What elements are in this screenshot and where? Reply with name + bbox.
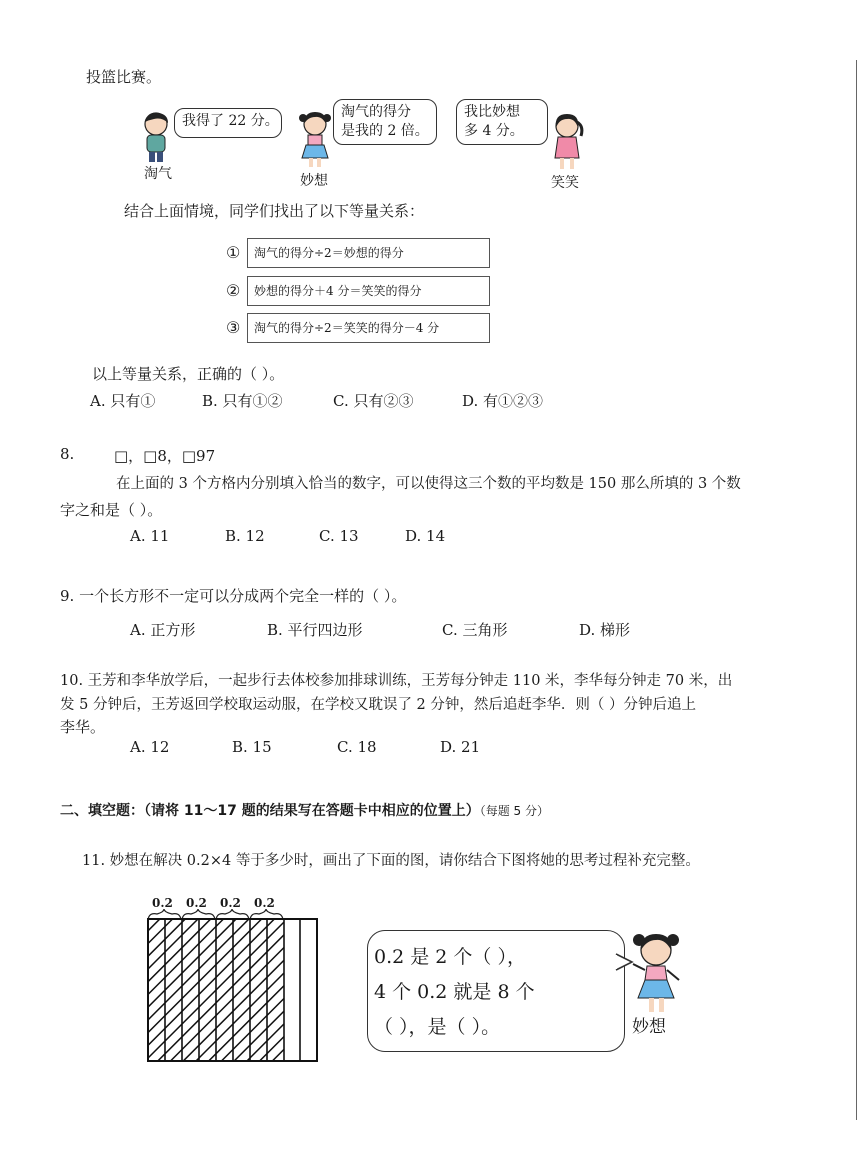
q11-bubble-line1: 0.2 是 2 个（ ）， [374, 946, 526, 968]
grid-label-1: 0.2 [152, 896, 173, 910]
q7-lead-text: 结合上面情境，同学们找出了以下等量关系： [124, 202, 425, 220]
q11-text: 11. 妙想在解决 0.2×4 等于多少时，画出了下面的图，请你结合下图将她的思考过程补充完整。 [82, 853, 700, 869]
taoqi-speech-bubble [174, 108, 282, 138]
q8-number: 8. [60, 445, 75, 463]
q10-option-c[interactable]: C. 18 [337, 738, 377, 756]
xiaoxiao-name: 笑笑 [551, 175, 579, 191]
q7-option-c[interactable]: C. 只有②③ [333, 392, 414, 410]
grid-label-3: 0.2 [220, 896, 241, 910]
q7-option-a[interactable]: A. 只有① [90, 392, 156, 410]
q10-option-b[interactable]: B. 15 [232, 738, 272, 756]
miaoxiang-large-figure [627, 930, 685, 1018]
q11-bubble-line3: （ ），是（ ）。 [374, 1016, 501, 1038]
taoqi-name: 淘气 [144, 166, 172, 182]
grid-label-4: 0.2 [254, 896, 275, 910]
xiaoxiao-speech-bubble [456, 99, 548, 145]
q9-option-c[interactable]: C. 三角形 [442, 621, 508, 639]
q8-option-b[interactable]: B. 12 [225, 527, 265, 545]
xiaoxiao-figure [548, 112, 586, 172]
q7-option-d[interactable]: D. 有①②③ [462, 392, 544, 410]
q7-relation-1-box [247, 238, 490, 268]
q10-line3: 李华。 [60, 718, 106, 736]
q8-numbers-line: □，□8，□97 [114, 447, 216, 465]
miaoxiang-speech-line1: 淘气的得分 [341, 104, 411, 120]
grid-label-2: 0.2 [186, 896, 207, 910]
miaoxiang-speech-line2: 是我的 2 倍。 [341, 123, 429, 139]
q8-text-line1: 在上面的 3 个方格内分别填入恰当的数字，可以使得这三个数的平均数是 150 那么所填的 3 个数 [116, 476, 741, 492]
q10-line1: 10. 王芳和李华放学后，一起步行去体校参加排球训练，王芳每分钟走 110 米，李华每分钟走 70 米，出 [60, 673, 733, 689]
page-edge-line [856, 60, 857, 1120]
q7-relation-1-text: 淘气的得分÷2＝妙想的得分 [254, 246, 404, 260]
q7-option-b[interactable]: B. 只有①② [202, 392, 283, 410]
q7-relation-1-num: ① [226, 243, 241, 262]
q10-line2: 发 5 分钟后，王芳返回学校取运动服，在学校又耽误了 2 分钟，然后追赶李华．则（ ）分钟后追上 [60, 697, 696, 713]
q8-option-d[interactable]: D. 14 [405, 527, 446, 545]
section2-title-text: 二、填空题：（请将 11～17 题的结果写在答题卡中相应的位置上） [60, 803, 480, 819]
q9-option-a[interactable]: A. 正方形 [130, 621, 196, 639]
q8-option-a[interactable]: A. 11 [130, 527, 170, 545]
q10-option-d[interactable]: D. 21 [440, 738, 481, 756]
taoqi-figure [138, 110, 176, 165]
q11-thought-bubble [367, 930, 625, 1052]
miaoxiang-figure [296, 110, 334, 170]
q7-relation-2-num: ② [226, 281, 241, 300]
xiaoxiao-speech-line2: 多 4 分。 [464, 123, 524, 139]
decimal-grid-figure [147, 918, 319, 1064]
q7-relation-3-text: 淘气的得分÷2＝笑笑的得分－4 分 [254, 321, 440, 335]
section2-note: （每题 5 分） [479, 804, 549, 818]
q7-relation-2-text: 妙想的得分＋4 分＝笑笑的得分 [254, 284, 422, 298]
intro-text: 投篮比赛。 [86, 68, 162, 86]
q9-option-d[interactable]: D. 梯形 [579, 621, 631, 639]
miaoxiang-name: 妙想 [300, 173, 328, 189]
q11-character-name: 妙想 [632, 1017, 666, 1037]
q7-question: 以上等量关系，正确的（ ）。 [92, 365, 285, 383]
q10-option-a[interactable]: A. 12 [130, 738, 170, 756]
q9-text: 9. 一个长方形不一定可以分成两个完全一样的（ ）。 [60, 587, 407, 605]
xiaoxiao-speech-line1: 我比妙想 [464, 104, 520, 120]
miaoxiang-speech-bubble [333, 99, 437, 145]
q9-option-b[interactable]: B. 平行四边形 [267, 621, 363, 639]
q8-text-line2: 字之和是（ ）。 [60, 501, 163, 519]
q7-relation-2-box [247, 276, 490, 306]
q8-option-c[interactable]: C. 13 [319, 527, 359, 545]
q11-bubble-line2: 4 个 0.2 就是 8 个 [374, 981, 535, 1003]
q7-relation-3-box [247, 313, 490, 343]
taoqi-speech: 我得了 22 分。 [182, 113, 279, 129]
section2-title [60, 800, 549, 820]
q7-relation-3-num: ③ [226, 318, 241, 337]
